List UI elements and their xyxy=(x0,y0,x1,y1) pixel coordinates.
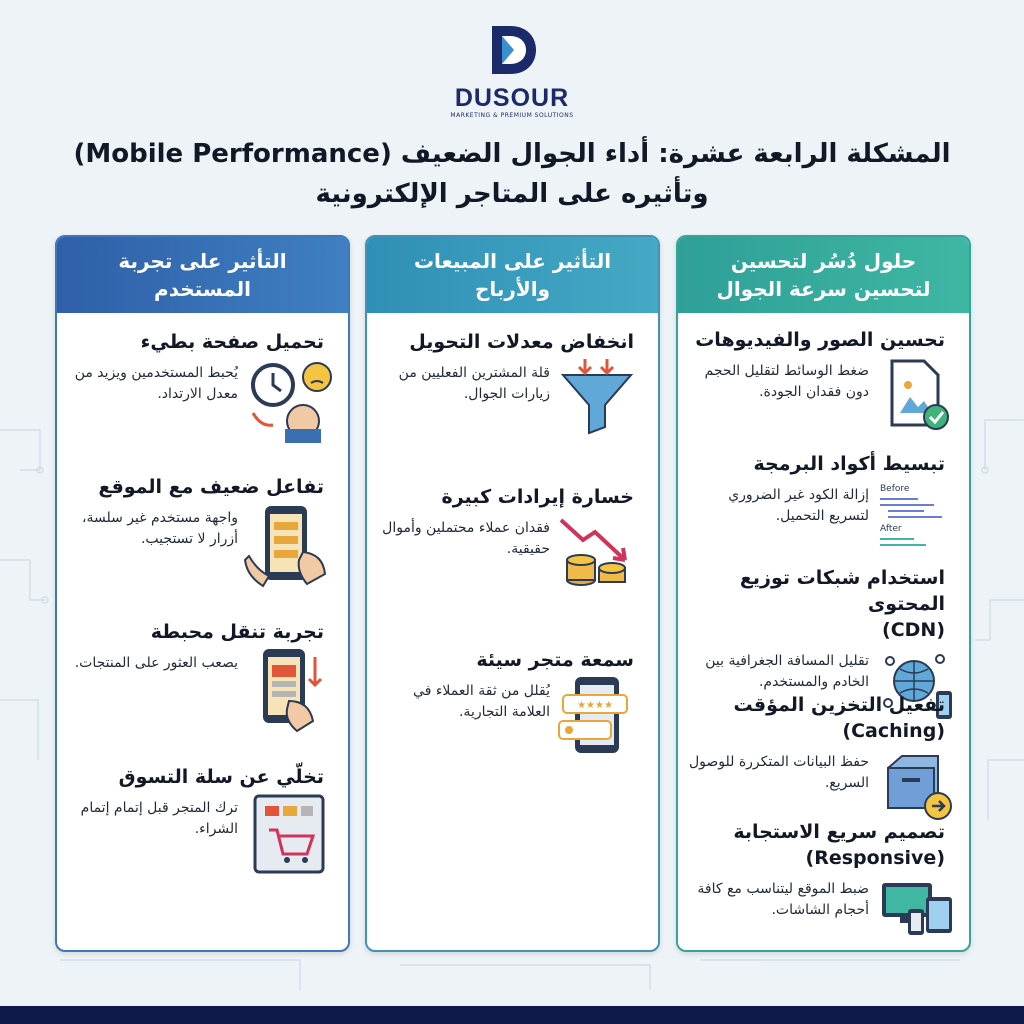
ux-item-frustrating-navigation xyxy=(57,619,348,745)
item-desc: تقليل المسافة الجغرافية بين الخادم والمستخدم. xyxy=(705,653,869,690)
code-minify-icon xyxy=(878,481,958,557)
column-header-ux xyxy=(57,237,348,313)
solution-item-responsive xyxy=(678,819,969,952)
responsive-devices-icon xyxy=(878,875,958,951)
solution-item-media-optimization xyxy=(678,327,969,453)
column-header-solutions xyxy=(678,237,969,313)
dusour-d-logo-icon xyxy=(484,22,540,78)
image-optimize-icon xyxy=(878,357,958,433)
item-desc: ضغط الوسائط لتقليل الحجم دون فقدان الجودة. xyxy=(704,363,869,400)
item-desc: يُقلل من ثقة العملاء في العلامة التجارية. xyxy=(413,683,550,720)
solution-item-code-minify xyxy=(678,451,969,577)
column-sales-profits xyxy=(365,235,660,952)
cache-box-icon xyxy=(878,748,958,824)
unresponsive-phone-icon xyxy=(243,500,335,588)
column-header-sales-line1: التأثير على المبيعات xyxy=(413,249,612,273)
item-desc: يصعب العثور على المنتجات. xyxy=(74,655,238,671)
brand-name: DUSOUR xyxy=(454,84,570,112)
cart-abandon-icon xyxy=(243,790,335,878)
page-title-line1: المشكلة الرابعة عشرة: أداء الجوال الضعيف (Mobile Performance) xyxy=(73,139,951,169)
item-title: تجربة تنقل محبطة xyxy=(150,621,324,643)
sales-item-conversion-drop xyxy=(367,329,658,455)
column-header-solutions-line1: حلول دُسُر لتحسين xyxy=(730,249,917,273)
funnel-icon xyxy=(555,355,639,439)
bad-reviews-icon xyxy=(555,673,639,757)
page-title xyxy=(60,134,964,214)
svg-text:★★★★: ★★★★ xyxy=(577,700,613,711)
ux-item-cart-abandonment xyxy=(57,764,348,890)
sales-item-bad-reputation xyxy=(367,647,658,773)
brand-logo xyxy=(0,22,1024,120)
item-title-suffix: (Responsive) xyxy=(805,847,945,869)
column-header-ux-line1: التأثير على تجربة xyxy=(118,249,287,273)
ux-item-slow-loading xyxy=(57,329,348,455)
item-title: تحسين الصور والفيديوهات xyxy=(695,329,945,351)
item-title: تخلّي عن سلة التسوق xyxy=(118,766,324,788)
slow-loading-icon xyxy=(243,355,335,443)
item-title: خسارة إيرادات كبيرة xyxy=(441,486,634,508)
item-title-suffix: (Caching) xyxy=(842,720,945,742)
item-desc: فقدان عملاء محتملين وأموال حقيقية. xyxy=(382,520,550,557)
item-title-suffix: (CDN) xyxy=(882,619,945,641)
item-desc: ترك المتجر قبل إتمام إتمام الشراء. xyxy=(80,800,238,837)
item-title: تفاعل ضعيف مع الموقع xyxy=(98,476,324,498)
item-desc: يُحبط المستخدمين ويزيد من معدل الارتداد. xyxy=(74,365,238,402)
item-desc: حفظ البيانات المتكررة للوصول السريع. xyxy=(688,754,869,791)
navigation-phone-icon xyxy=(243,645,335,733)
column-header-sales-line2: والأرباح xyxy=(474,277,551,301)
item-title: سمعة متجر سيئة xyxy=(476,649,634,671)
column-header-solutions-line2: لتحسين سرعة الجوال xyxy=(716,277,931,301)
item-title: تحميل صفحة بطيء xyxy=(140,331,324,353)
item-desc: ضبط الموقع ليتناسب مع كافة أحجام الشاشات. xyxy=(697,881,869,918)
brand-tagline: MARKETING & PREMIUM SOLUTIONS xyxy=(450,112,574,119)
item-title: استخدام شبكات توزيع المحتوى xyxy=(739,567,945,615)
item-title: تبسيط أكواد البرمجة xyxy=(753,453,945,475)
code-before-label: Before xyxy=(880,484,910,494)
revenue-loss-icon xyxy=(555,510,639,594)
code-after-label: After xyxy=(880,524,902,534)
column-header-ux-line2: المستخدم xyxy=(154,277,251,301)
column-header-sales xyxy=(367,237,658,313)
column-user-experience xyxy=(55,235,350,952)
item-desc: إزالة الكود غير الضروري لتسريع التحميل. xyxy=(728,487,869,524)
item-title: انخفاض معدلات التحويل xyxy=(409,331,634,353)
item-desc: واجهة مستخدم غير سلسة، أزرار لا تستجيب. xyxy=(81,510,238,547)
page-title-line2: وتأثيره على المتاجر الإلكترونية xyxy=(315,179,709,209)
item-title: تفعيل التخزين المؤقت xyxy=(733,694,945,716)
footer-bar xyxy=(0,1006,1024,1024)
item-desc: قلة المشترين الفعليين من زيارات الجوال. xyxy=(398,365,550,402)
item-title: تصميم سريع الاستجابة xyxy=(733,821,945,843)
sales-item-revenue-loss xyxy=(367,484,658,610)
ux-item-poor-interaction xyxy=(57,474,348,600)
column-solutions xyxy=(676,235,971,952)
